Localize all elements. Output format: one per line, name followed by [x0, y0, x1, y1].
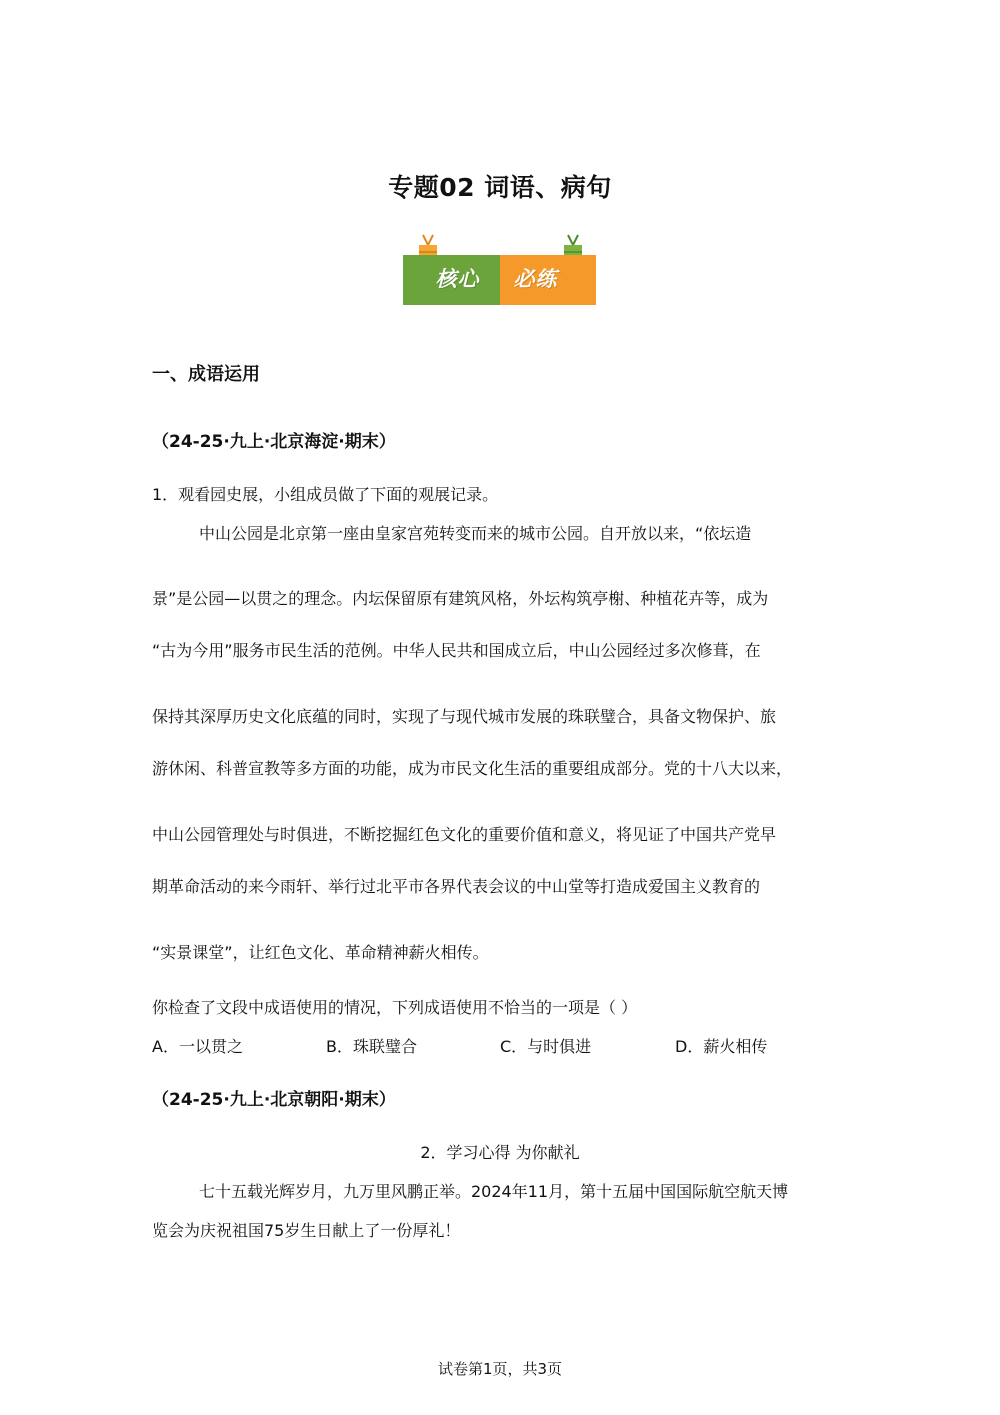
banner-right-label: 必练 [513, 267, 558, 291]
option-d: D．薪火相传 [675, 1037, 768, 1056]
passage-line: 游休闲、科普宣教等多方面的功能，成为市民文化生活的重要组成部分。党的十八大以来， [152, 759, 793, 778]
core-practice-banner [403, 233, 597, 307]
section-heading: 一、成语运用 [152, 364, 260, 385]
passage-line: 中山公园是北京第一座由皇家宫苑转变而来的城市公园。自开放以来，“依坛造 [199, 524, 752, 543]
question-2-source: （24-25·九上·北京朝阳·期末） [152, 1090, 396, 1110]
option-c: C．与时俱进 [500, 1037, 592, 1056]
page-title: 专题02 词语、病句 [388, 173, 612, 202]
option-a: A．一以贯之 [152, 1037, 243, 1056]
passage-line: 览会为庆祝祖国75岁生日献上了一份厚礼！ [152, 1221, 461, 1240]
option-b: B．珠联璧合 [326, 1037, 417, 1056]
passage-line: 保持其深厚历史文化底蕴的同时，实现了与现代城市发展的珠联璧合，具备文物保护、旅 [152, 707, 777, 726]
passage-line: 中山公园管理处与时俱进，不断挖掘红色文化的重要价值和意义，将见证了中国共产党早 [152, 825, 777, 844]
passage-line: 七十五载光辉岁月，九万里风鹏正举。2024年11月，第十五届中国国际航空航天博 [199, 1182, 789, 1201]
banner-left-label: 核心 [435, 267, 480, 291]
question-1-stem: 你检查了文段中成语使用的情况，下列成语使用不恰当的一项是（ ） [152, 998, 638, 1017]
passage-line: “古为今用”服务市民生活的范例。中华人民共和国成立后，中山公园经过多次修葺，在 [152, 641, 761, 660]
passage-line: 期革命活动的来今雨轩、举行过北平市各界代表会议的中山堂等打造成爱国主义教育的 [152, 877, 761, 896]
question-2-heading: 2．学习心得 为你献礼 [420, 1143, 580, 1162]
passage-line: 景”是公园—以贯之的理念。内坛保留原有建筑风格，外坛构筑亭榭、种植花卉等，成为 [152, 589, 769, 608]
passage-line: “实景课堂”，让红色文化、革命精神薪火相传。 [152, 943, 489, 962]
question-1-source: （24-25·九上·北京海淀·期末） [152, 432, 396, 452]
question-1-prompt: 1．观看园史展，小组成员做了下面的观展记录。 [152, 485, 499, 504]
page-footer: 试卷第1页，共3页 [437, 1360, 563, 1378]
